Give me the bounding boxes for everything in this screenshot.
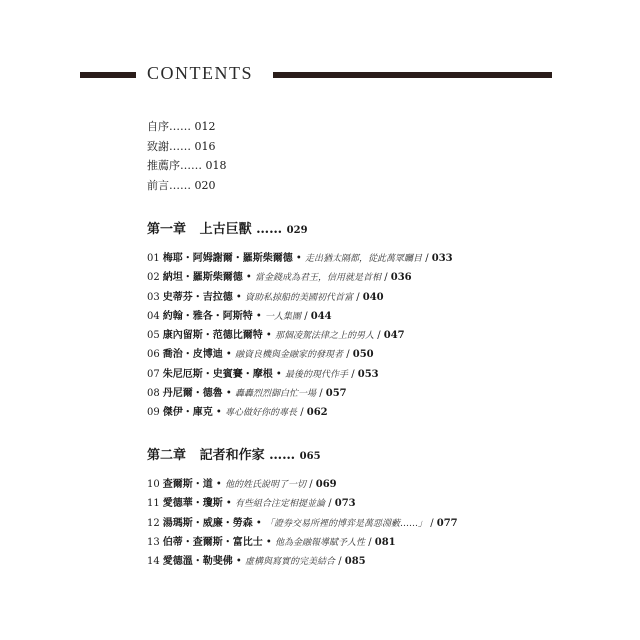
front-matter-item[interactable] [147, 137, 227, 157]
page-number: 073 [334, 498, 356, 510]
page-number: 047 [383, 330, 405, 342]
entry-description: 當金錢成為君王，信用就是首相 [255, 273, 382, 284]
page-number: 018 [205, 159, 227, 173]
page-number: 016 [194, 139, 216, 153]
entry-description: 他為金融報導賦予人性 [275, 537, 366, 548]
front-matter-item[interactable] [147, 176, 227, 196]
entry-description: 有些組合注定相提並論 [235, 499, 326, 510]
chapter-1 [147, 219, 453, 423]
header-rule-left [80, 72, 136, 78]
entry-name: 康內留斯・范德比爾特 [162, 330, 263, 342]
page-number: 065 [299, 451, 321, 462]
entry-name: 丹尼爾・德魯 [162, 388, 223, 400]
toc-entry[interactable]: 04 約翰・雅各・阿斯特 • 一人集團 / 044 [147, 310, 332, 322]
toc-entry[interactable]: 13 伯蒂・查爾斯・富比士 • 他為金融報導賦予人性 / 081 [147, 536, 396, 548]
entry-name: 傑伊・庫克 [162, 407, 213, 419]
toc-entry[interactable]: 08 丹尼爾・德魯 • 轟轟烈烈御白忙一場 / 057 [147, 388, 347, 400]
page-number: 081 [374, 536, 396, 548]
page-number: 036 [390, 272, 412, 284]
chapter-title: 記者和作家 [199, 448, 265, 463]
entry-description: 專心做好你的專長 [225, 408, 298, 419]
entry-number: 14 [147, 556, 160, 568]
page-number: 029 [286, 225, 308, 236]
entry-name: 納坦・羅斯柴爾德 [162, 272, 243, 284]
page-number: 033 [431, 253, 453, 264]
dot-leader: …… [169, 120, 191, 133]
toc-entry[interactable]: 07 朱尼厄斯・史賓賽・摩根 • 最後的現代作手 / 053 [147, 368, 379, 380]
dot-leader: …… [180, 159, 202, 173]
item-title: 致謝 [147, 139, 169, 153]
entry-number: 10 [147, 479, 160, 490]
front-matter-item[interactable] [147, 117, 227, 137]
toc-entry[interactable]: 10 查爾斯・道 • 他的姓氏說明了一切 / 069 [147, 479, 337, 490]
entry-name: 朱尼厄斯・史賓賽・摩根 [162, 368, 273, 380]
toc-entry[interactable]: 12 湯瑪斯・威廉・勞森 • 「證券交易所裡的博弈是萬惡淵藪……」 / 077 [147, 517, 458, 529]
toc-entry[interactable]: 01 梅耶・阿姆謝爾・羅斯柴爾德 • 走出猶太隔都，從此萬眾矚目 / 033 [147, 253, 453, 264]
item-title: 推薦序 [147, 159, 180, 173]
toc-entry[interactable]: 09 傑伊・庫克 • 專心做好你的專長 / 062 [147, 407, 328, 419]
entry-name: 湯瑪斯・威廉・勞森 [162, 517, 253, 529]
page-number: 062 [306, 407, 328, 419]
page-number: 053 [357, 368, 379, 380]
entry-name: 愛德溫・勒斐佛 [162, 556, 233, 568]
toc-entry[interactable]: 02 納坦・羅斯柴爾德 • 當金錢成為君王，信用就是首相 / 036 [147, 272, 412, 284]
entry-number: 01 [147, 253, 160, 264]
toc-entry[interactable]: 14 愛德溫・勒斐佛 • 虛構與寫實的完美結合 / 085 [147, 556, 366, 568]
entry-description: 最後的現代作手 [285, 369, 349, 380]
chapter-title: 上古巨獸 [199, 222, 252, 237]
page-number: 085 [344, 556, 366, 568]
dot-leader: …… [269, 448, 296, 463]
entry-number: 05 [147, 330, 160, 342]
entry-number: 08 [147, 388, 160, 400]
entry-description: 一人集團 [265, 311, 302, 322]
entry-name: 史蒂芬・吉拉德 [162, 291, 233, 303]
page-number: 040 [362, 291, 384, 303]
page-number: 050 [352, 349, 374, 361]
chapter-heading[interactable] [147, 219, 453, 241]
entry-description: 走出猶太隔都，從此萬眾矚目 [305, 254, 423, 264]
entry-number: 07 [147, 368, 160, 380]
entry-description: 轟轟烈烈御白忙一場 [235, 389, 317, 400]
page-number: 069 [315, 479, 337, 490]
entry-number: 04 [147, 310, 160, 322]
toc-entry[interactable]: 05 康內留斯・范德比爾特 • 那個凌駕法律之上的男人 / 047 [147, 330, 405, 342]
entry-description: 他的姓氏說明了一切 [225, 480, 307, 490]
entry-number: 13 [147, 536, 160, 548]
toc-entry[interactable]: 06 喬治・皮博迪 • 融資良機與金融家的發現者 / 050 [147, 349, 374, 361]
chapter-label: 第二章 [147, 448, 187, 463]
entry-description: 資助私掠船的美國初代首富 [245, 292, 354, 303]
front-matter-item[interactable] [147, 156, 227, 176]
entry-number: 12 [147, 517, 160, 529]
item-title: 前言 [147, 179, 169, 193]
entry-description: 融資良機與金融家的發現者 [235, 350, 344, 361]
page-number: 077 [436, 517, 458, 529]
front-matter-list [147, 117, 227, 196]
entry-name: 喬治・皮博迪 [162, 349, 223, 361]
entry-number: 03 [147, 291, 160, 303]
entry-number: 11 [147, 498, 160, 510]
chapter-label: 第一章 [147, 222, 187, 237]
page-number: 020 [194, 179, 216, 193]
chapter-2 [147, 445, 458, 571]
entry-number: 06 [147, 349, 160, 361]
dot-leader: …… [169, 179, 191, 193]
entry-number: 02 [147, 272, 160, 284]
toc-entry[interactable]: 11 愛德華・瓊斯 • 有些組合注定相提並論 / 073 [147, 498, 356, 510]
entry-name: 約翰・雅各・阿斯特 [162, 310, 253, 322]
chapter-heading[interactable] [147, 445, 458, 467]
entry-description: 那個凌駕法律之上的男人 [275, 331, 375, 342]
page-number: 044 [310, 310, 332, 322]
entry-description: 虛構與寫實的完美結合 [245, 557, 336, 568]
entry-name: 查爾斯・道 [162, 479, 213, 490]
dot-leader: …… [256, 222, 283, 237]
entry-name: 伯蒂・查爾斯・富比士 [162, 536, 263, 548]
entry-description: 「證券交易所裡的博弈是萬惡淵藪……」 [265, 518, 428, 529]
contents-title: CONTENTS [147, 63, 253, 83]
dot-leader: …… [169, 139, 191, 153]
entry-number: 09 [147, 407, 160, 419]
page-number: 057 [325, 388, 347, 400]
entry-name: 梅耶・阿姆謝爾・羅斯柴爾德 [162, 253, 293, 264]
page-number: 012 [194, 120, 216, 133]
entry-name: 愛德華・瓊斯 [162, 498, 223, 510]
toc-entry[interactable]: 03 史蒂芬・吉拉德 • 資助私掠船的美國初代首富 / 040 [147, 291, 384, 303]
item-title: 自序 [147, 120, 169, 133]
header-rule-right [273, 72, 552, 78]
